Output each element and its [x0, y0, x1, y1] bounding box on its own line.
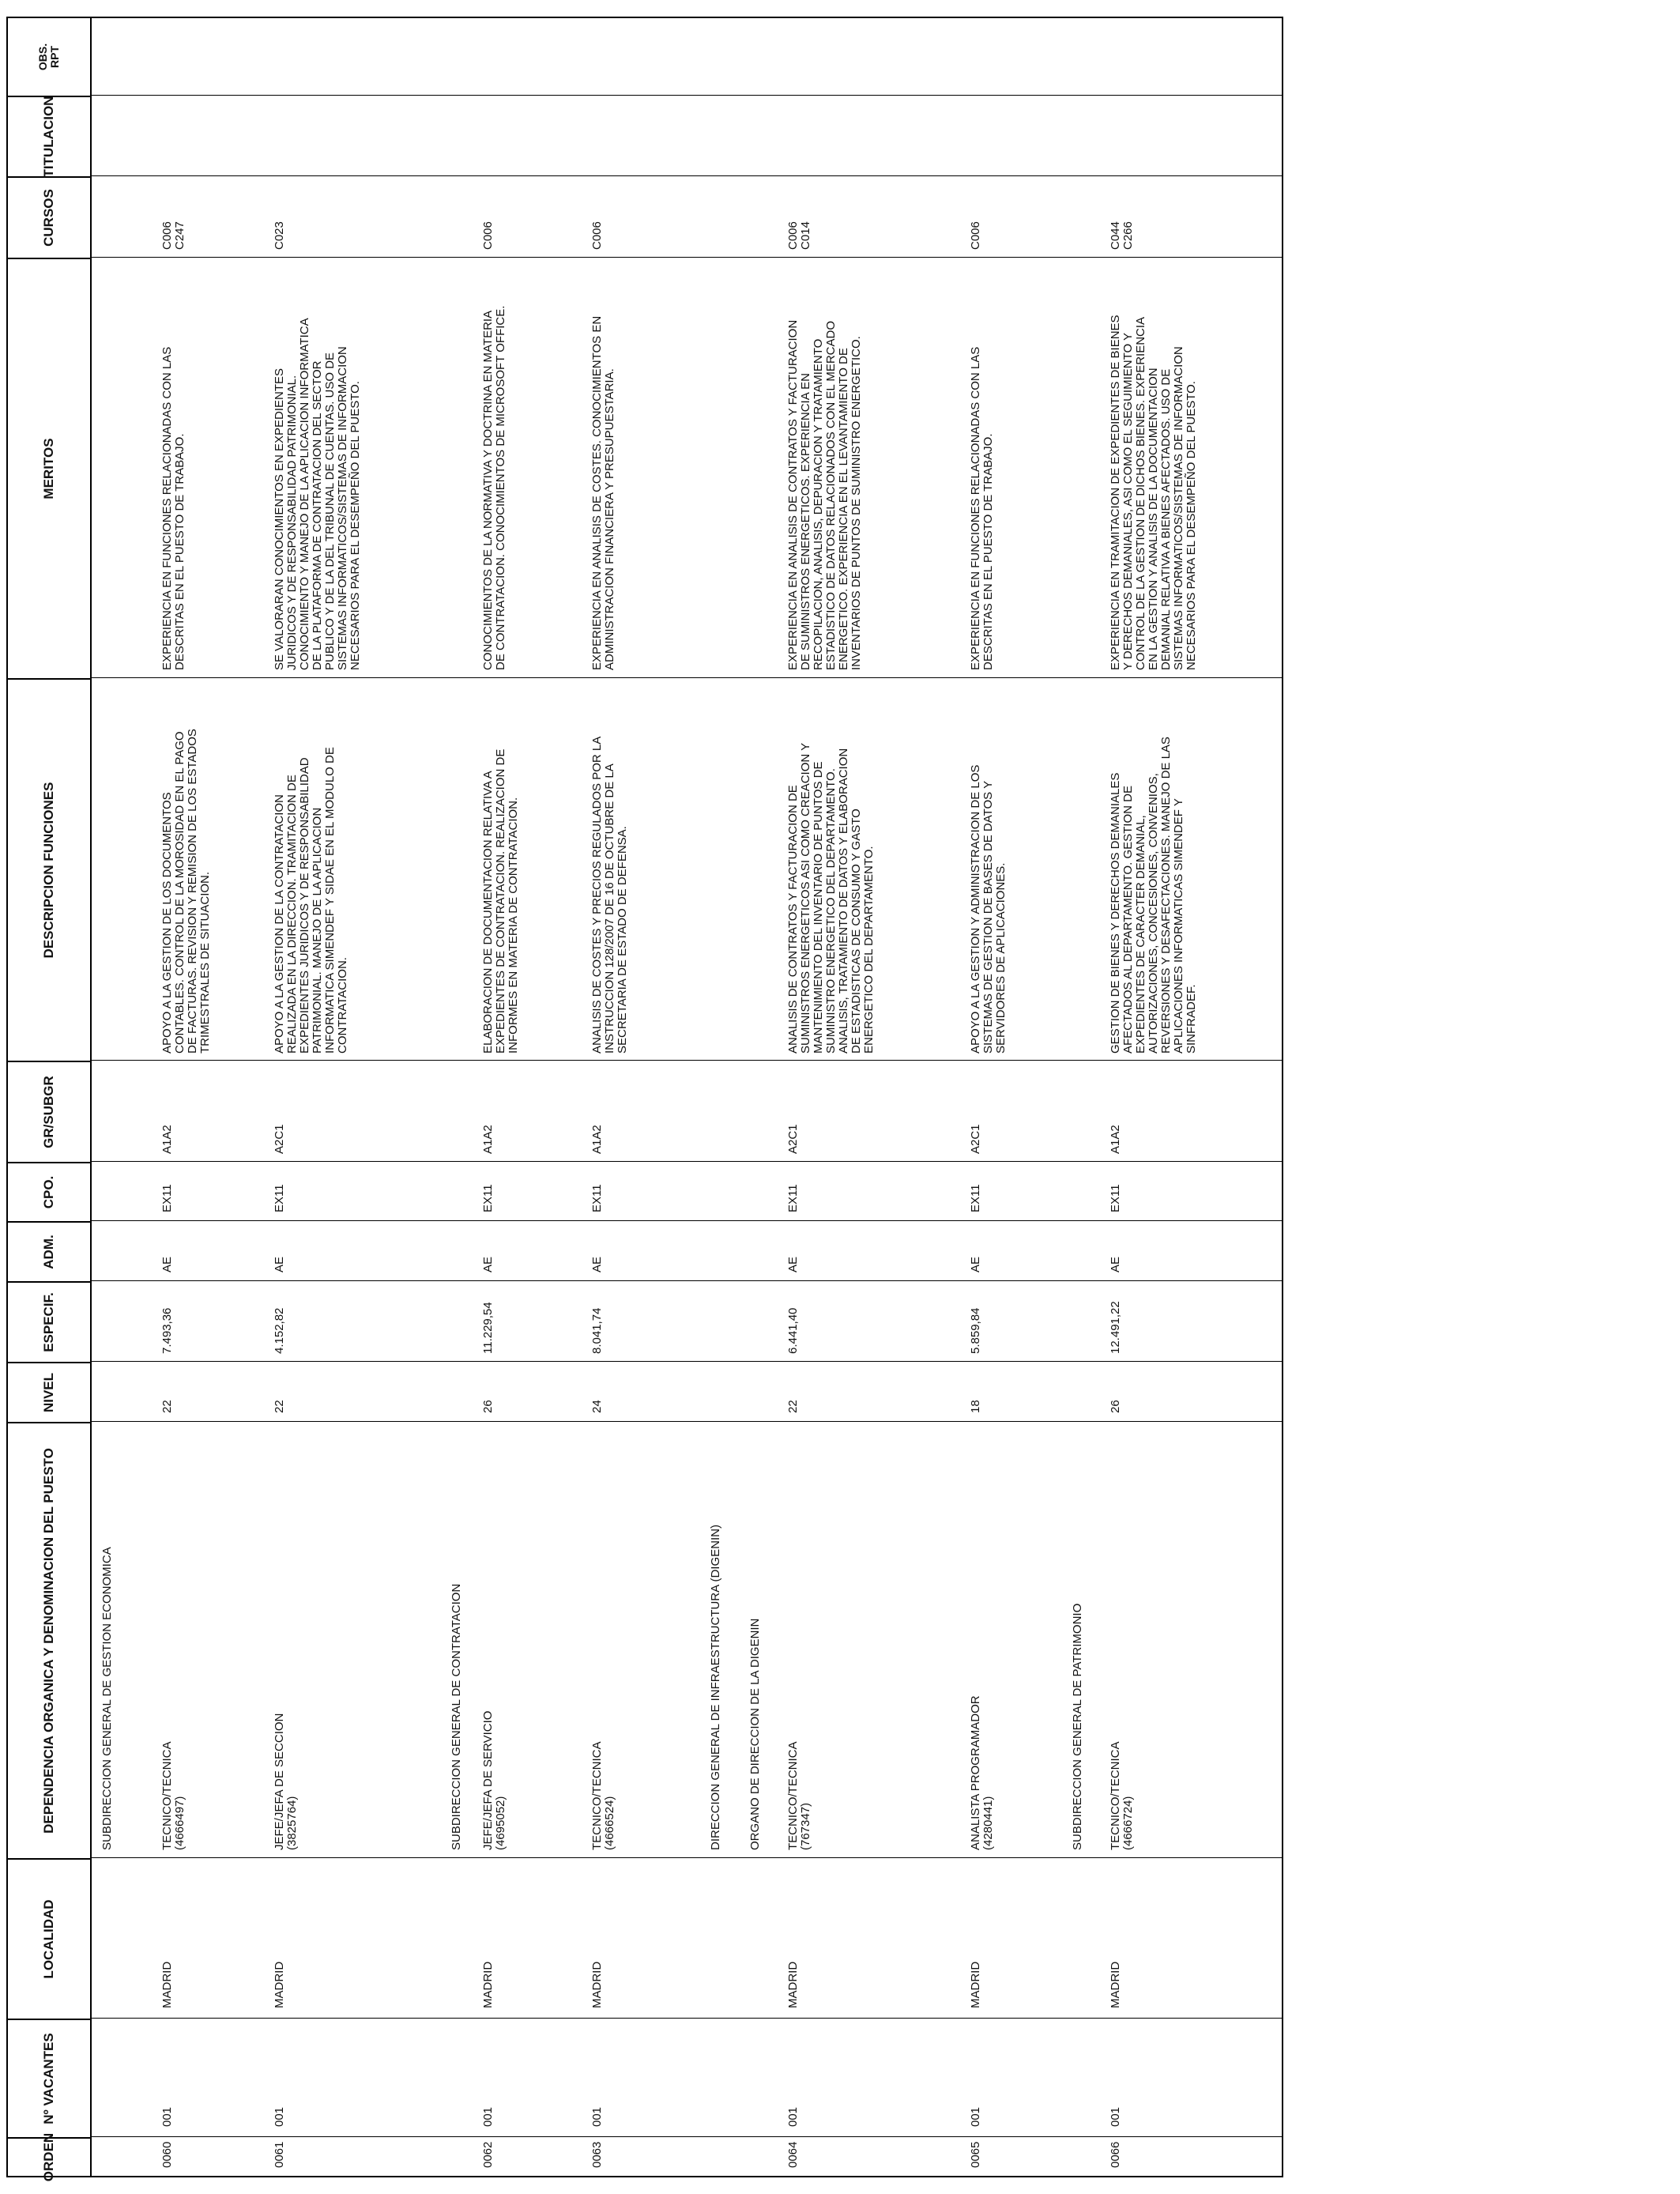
section-heading: SUBDIRECCION GENERAL DE GESTION ECONOMICA [100, 1547, 114, 1850]
cell-puesto: ANALISTA PROGRAMADOR (4280441) [969, 1695, 995, 1850]
column-divider [90, 175, 1282, 176]
cell-funciones: ANALISIS DE CONTRATOS Y FACTURACION DE SUMINISTROS ENERGETICOS ASI COMO CREACION Y MANTENIMIENTO DEL INVENTARIO DE PUNTOS DE SUMINISTRO ENERGETICO DEL DEPARTAMENTO. ANALISIS, TRATAMIENTO DE DATOS Y ELABORACION DE ESTADISTICAS DE CONSUMO Y GASTO ENERGETICO DEL DEPARTAMENTO. [786, 742, 876, 1054]
cell-funciones: APOYO A LA GESTION Y ADMINISTRACION DE LOS SISTEMAS DE GESTION DE BASES DE DATOS Y SERVIDORES DE APLICACIONES. [969, 764, 1008, 1054]
cell-orden: 0060 [160, 2141, 174, 2168]
cell-funciones: ANALISIS DE COSTES Y PRECIOS REGULADOS POR LA INSTRUCCION 128/2007 DE 16 DE OCTUBRE DE LA SECRETARIA DE ESTADO DE DEFENSA. [590, 736, 629, 1054]
column-divider [90, 1421, 1282, 1422]
cell-meritos: EXPERIENCIA EN ANALISIS DE CONTRATOS Y FACTURACION DE SUMINISTROS ENERGETICOS. EXPERIENCIA EN RECOPILACION, ANALISIS, DEPURACION Y TRATAMIENTO ESTADISTICO DE DATOS RELACIONADOS CON EL MERCADO ENERGETICO. EXPERIENCIA EN EL LEVANTAMIENTO DE INVENTARIOS DE PUNTOS DE SUMINISTRO ENERGETICO. [786, 319, 863, 670]
header-adm: ADM. [8, 1221, 90, 1281]
header-meritos: MERITOS [8, 258, 90, 678]
cell-cpo: EX11 [1109, 1184, 1122, 1212]
cell-cursos: C006 [590, 221, 604, 250]
cell-grupo: A1A2 [160, 1125, 174, 1154]
cell-vacantes: 001 [481, 2106, 495, 2127]
cell-nivel: 26 [481, 1400, 495, 1413]
cell-puesto: TECNICO/TECNICA (4666497) [160, 1741, 186, 1850]
cell-nivel: 24 [590, 1400, 604, 1413]
cell-funciones: GESTION DE BIENES Y DERECHOS DEMANIALES AFECTADOS AL DEPARTAMENTO. GESTION DE EXPEDIENTES DE CARACTER DEMANIAL, AUTORIZACIONES, CONCESIONES, CONVENIOS, REVERSIONES Y DESAFECTACIONES. MANEJO DE LAS APLICACIONES INFORMATICAS SIMENDEF Y SINFRADEF. [1109, 737, 1198, 1054]
cell-orden: 0066 [1109, 2141, 1122, 2168]
column-divider [90, 1361, 1282, 1362]
cell-meritos: SE VALORARAN CONOCIMIENTOS EN EXPEDIENTES JURIDICOS Y DE RESPONSABILIDAD PATRIMONIAL. CONOCIMIENTO Y MANEJO DE LA APLICACION INFORMATICA DE LA PLATAFORMA DE CONTRATACION DEL SECTOR PUBLICO Y DE LA DEL TRIBUNAL DE CUENTAS. USO DE SISTEMAS INFORMATICOS/SISTEMAS DE INFORMACION NECESARIOS PARA EL DESEMPEÑO DEL PUESTO. [273, 318, 362, 670]
cell-meritos: EXPERIENCIA EN ANALISIS DE COSTES. CONOCIMIENTOS EN ADMINISTRACION FINANCIERA Y PRESUPUESTARIA. [590, 315, 616, 670]
cell-especif: 6.441,40 [786, 1307, 800, 1354]
cell-vacantes: 001 [786, 2106, 800, 2127]
cell-meritos: EXPERIENCIA EN FUNCIONES RELACIONADAS CON LAS DESCRITAS EN EL PUESTO DE TRABAJO. [160, 346, 186, 670]
header-cursos: CURSOS [8, 176, 90, 258]
header-especif: ESPECIF. [8, 1281, 90, 1362]
cell-localidad: MADRID [273, 1961, 286, 2008]
column-divider [90, 1060, 1282, 1061]
cell-puesto: TECNICO/TECNICA (4666724) [1109, 1741, 1135, 1850]
cell-especif: 4.152,82 [273, 1307, 286, 1354]
cell-cursos: C006 [969, 221, 982, 250]
cell-funciones: APOYO A LA GESTION DE LA CONTRATACION REALIZADA EN LA DIRECCION. TRAMITACION DE EXPEDIENTES JURIDICOS Y DE RESPONSABILIDAD PATRIMONIAL. MANEJO DE LA APLICACION INFORMATICA SIMENDEF Y SIDAE EN EL MODULO DE CONTRATACION. [273, 747, 349, 1054]
column-divider [90, 1280, 1282, 1281]
header-orden: ORDEN [8, 2137, 90, 2176]
cell-vacantes: 001 [273, 2106, 286, 2127]
header-cpo: CPO. [8, 1162, 90, 1221]
cell-localidad: MADRID [1109, 1961, 1122, 2008]
column-divider [90, 1220, 1282, 1221]
cell-nivel: 22 [786, 1400, 800, 1413]
column-divider [90, 1161, 1282, 1162]
cell-orden: 0061 [273, 2141, 286, 2168]
cell-localidad: MADRID [786, 1961, 800, 2008]
cell-vacantes: 001 [160, 2106, 174, 2127]
cell-especif: 7.493,36 [160, 1307, 174, 1354]
cell-meritos: CONOCIMIENTOS DE LA NORMATIVA Y DOCTRINA EN MATERIA DE CONTRATACION. CONOCIMIENTOS DE MICROSOFT OFFICE. [481, 305, 507, 670]
header-titulacion: TITULACION [8, 96, 90, 176]
cell-nivel: 18 [969, 1400, 982, 1413]
header-grupo: GR/SUBGR [8, 1061, 90, 1162]
cell-cursos: C006 C247 [160, 221, 186, 250]
cell-adm: AE [481, 1256, 495, 1272]
cell-grupo: A2C1 [786, 1124, 800, 1154]
cell-cpo: EX11 [273, 1184, 286, 1212]
cell-orden: 0063 [590, 2141, 604, 2168]
cell-vacantes: 001 [969, 2106, 982, 2127]
cell-cursos: C044 C266 [1109, 221, 1135, 250]
section-heading: SUBDIRECCION GENERAL DE CONTRATACION [450, 1583, 463, 1850]
cell-orden: 0065 [969, 2141, 982, 2168]
cell-especif: 12.491,22 [1109, 1301, 1122, 1354]
cell-funciones: ELABORACION DE DOCUMENTACION RELATIVA A EXPEDIENTES DE CONTRATACION. REALIZACION DE INFORMES EN MATERIA DE CONTRATACION. [481, 748, 520, 1054]
cell-cpo: EX11 [590, 1184, 604, 1212]
column-divider [90, 677, 1282, 678]
cell-puesto: JEFE/JEFA DE SERVICIO (4695052) [481, 1710, 507, 1850]
cell-cursos: C006 C014 [786, 221, 812, 250]
vacancy-table [6, 17, 1283, 2182]
cell-nivel: 22 [160, 1400, 174, 1413]
cell-localidad: MADRID [969, 1961, 982, 2008]
column-divider [90, 95, 1282, 96]
header-obs-line2: RPT [48, 46, 61, 68]
column-divider [90, 1857, 1282, 1858]
cell-cursos: C006 [481, 221, 495, 250]
header-localidad: LOCALIDAD [8, 1858, 90, 2019]
cell-orden: 0064 [786, 2141, 800, 2168]
cell-cursos: C023 [273, 221, 286, 250]
cell-localidad: MADRID [160, 1961, 174, 2008]
cell-grupo: A1A2 [481, 1125, 495, 1154]
cell-grupo: A2C1 [273, 1124, 286, 1154]
column-divider [90, 2136, 1282, 2137]
cell-adm: AE [590, 1256, 604, 1272]
header-vacantes: Nº VACANTES [8, 2019, 90, 2137]
cell-puesto: JEFE/JEFA DE SECCION (3825764) [273, 1713, 299, 1850]
cell-adm: AE [1109, 1256, 1122, 1272]
cell-localidad: MADRID [481, 1961, 495, 2008]
column-divider [90, 257, 1282, 258]
cell-orden: 0062 [481, 2141, 495, 2168]
header-funciones: DESCRIPCION FUNCIONES [8, 678, 90, 1061]
cell-cpo: EX11 [969, 1184, 982, 1212]
header-obs-line1: OBS. [36, 43, 49, 71]
section-heading: DIRECCION GENERAL DE INFRAESTRUCTURA (DIGENIN) [709, 1525, 722, 1850]
section-heading: ORGANO DE DIRECCION DE LA DIGENIN [748, 1618, 762, 1850]
cell-cpo: EX11 [160, 1184, 174, 1212]
cell-vacantes: 001 [590, 2106, 604, 2127]
header-nivel: NIVEL [8, 1362, 90, 1422]
cell-grupo: A2C1 [969, 1124, 982, 1154]
cell-meritos: EXPERIENCIA EN FUNCIONES RELACIONADAS CON LAS DESCRITAS EN EL PUESTO DE TRABAJO. [969, 346, 995, 670]
header-dependencia: DEPENDENCIA ORGANICA Y DENOMINACION DEL PUESTO [8, 1422, 90, 1858]
cell-puesto: TECNICO/TECNICA (4666524) [590, 1741, 616, 1850]
cell-especif: 8.041,74 [590, 1307, 604, 1354]
cell-vacantes: 001 [1109, 2106, 1122, 2127]
cell-nivel: 26 [1109, 1400, 1122, 1413]
cell-cpo: EX11 [786, 1184, 800, 1212]
cell-localidad: MADRID [590, 1961, 604, 2008]
cell-adm: AE [969, 1256, 982, 1272]
cell-meritos: EXPERIENCIA EN TRAMITACION DE EXPEDIENTES DE BIENES Y DERECHOS DEMANIALES, ASI COMO EL SEGUIMIENTO Y CONTROL DE LA GESTION DE DICHOS BIENES. EXPERIENCIA EN LA GESTION Y ANALISIS DE LA DOCUMENTACION DEMANIAL RELATIVA A BIENES AFECTADOS. USO DE SISTEMAS INFORMATICOS/SISTEMAS DE INFORMACION NECESARIOS PARA EL DESEMPEÑO DEL PUESTO. [1109, 315, 1198, 670]
cell-especif: 11.229,54 [481, 1302, 495, 1354]
cell-nivel: 22 [273, 1400, 286, 1413]
cell-funciones: APOYO A LA GESTION DE LOS DOCUMENTOS CONTABLES. CONTROL DE LA MOROSIDAD EN EL PAGO DE FACTURAS. REVISION Y REMISION DE LOS ESTADOS TRIMESTRALES DE SITUACION. [160, 729, 212, 1054]
cell-especif: 5.859,84 [969, 1307, 982, 1354]
table-header [8, 18, 92, 2182]
cell-adm: AE [160, 1256, 174, 1272]
cell-cpo: EX11 [481, 1184, 495, 1212]
cell-puesto: TECNICO/TECNICA (767347) [786, 1741, 812, 1850]
cell-grupo: A1A2 [590, 1125, 604, 1154]
cell-adm: AE [273, 1256, 286, 1272]
section-heading: SUBDIRECCION GENERAL DE PATRIMONIO [1071, 1603, 1084, 1850]
header-obs [8, 18, 90, 96]
cell-adm: AE [786, 1256, 800, 1272]
cell-grupo: A1A2 [1109, 1125, 1122, 1154]
column-divider [90, 2018, 1282, 2019]
